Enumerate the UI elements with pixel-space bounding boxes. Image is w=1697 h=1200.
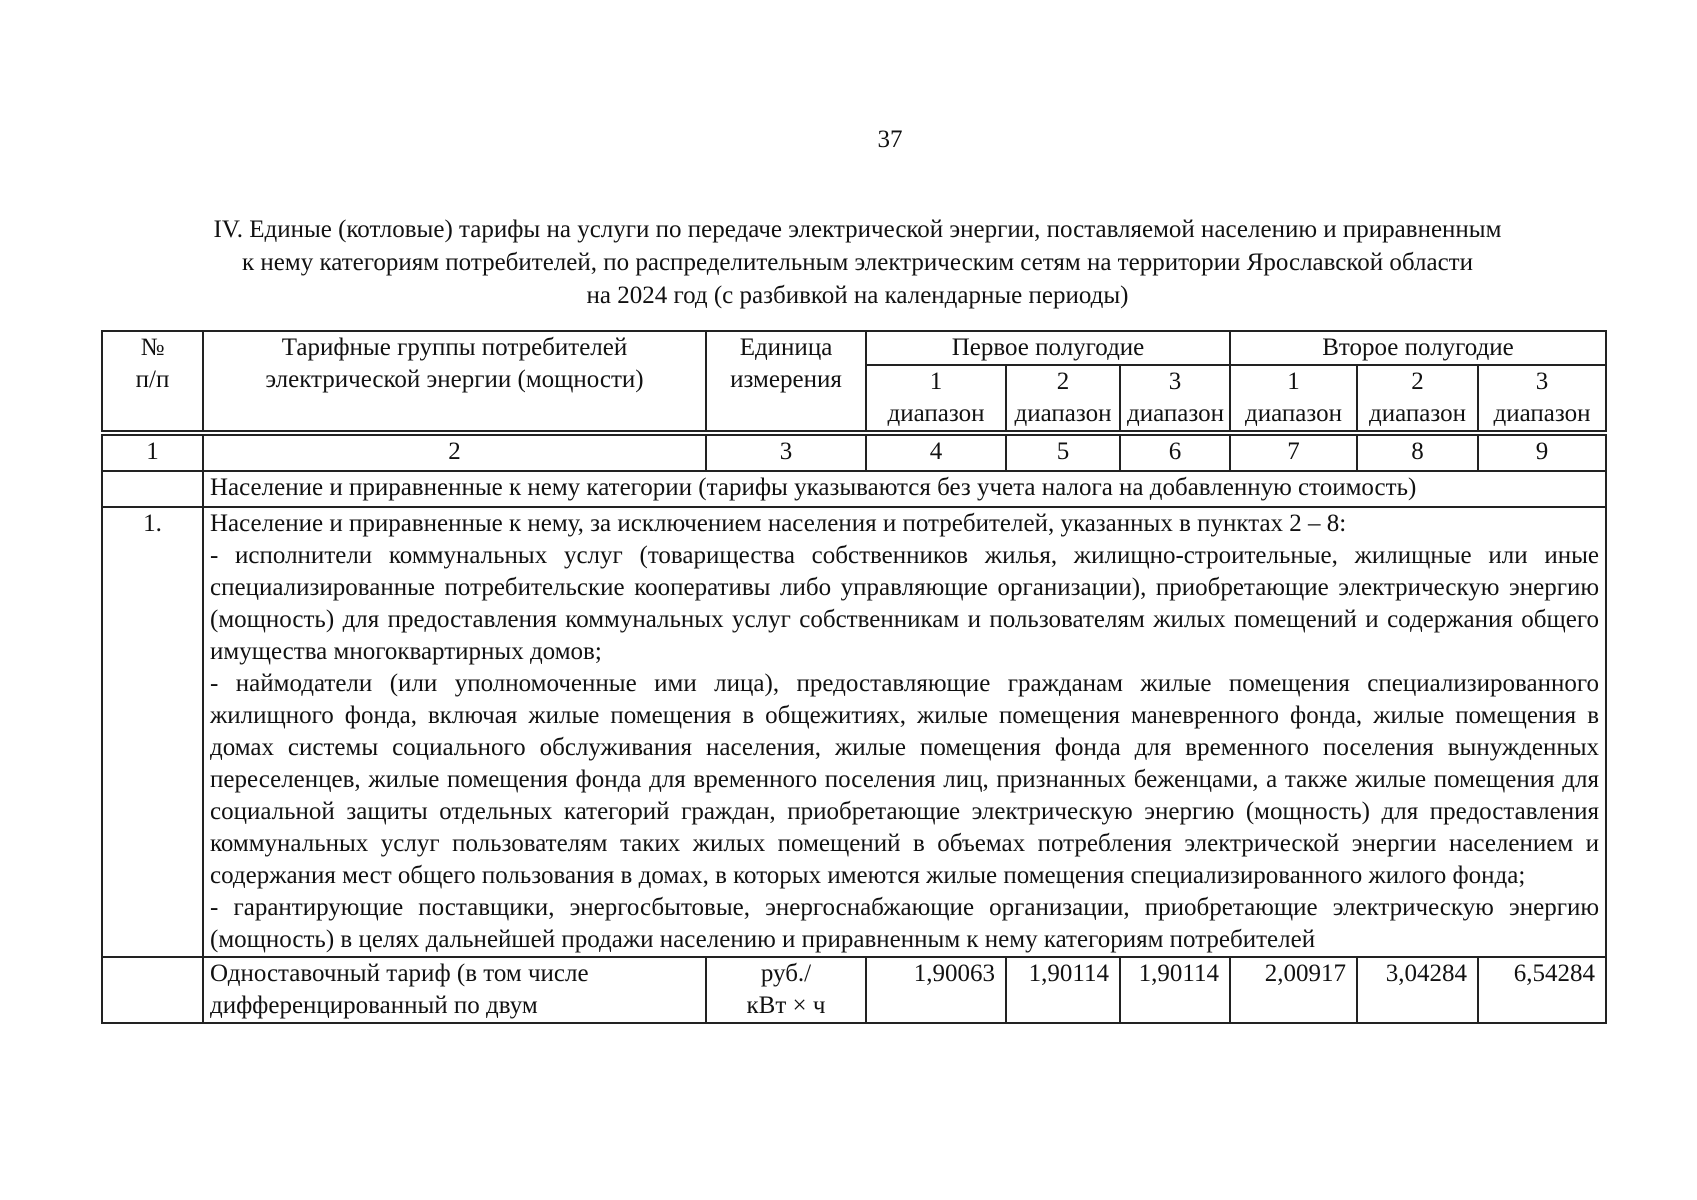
item-1-bullet-utilities: - исполнители коммунальных услуг (товарищества собственников жилья, жилищно-строительные, жилищные или иные специализированные потребительские кооперативы либо управляющие организации), приобретающие электрическую энергию (мощность) для предоставления коммунальных услуг собственникам и пользователям жилых помещений и содержания общего имущества многоквартирных домов; (210, 542, 1600, 665)
column-number: 9 (1478, 433, 1606, 471)
tariff-value: 1,90114 (1006, 957, 1120, 1023)
title-line-3: на 2024 год (с разбивкой на календарные периоды) (586, 282, 1129, 309)
header-range-cell (866, 365, 1006, 433)
column-number-row (102, 433, 1606, 471)
header-first-half: Первое полугодие (866, 331, 1230, 365)
header-groups-line2: электрической энергии (мощности) (265, 366, 644, 393)
tariff-label-line2: дифференцированный по двум (210, 992, 538, 1019)
range-label: диапазон (1014, 400, 1112, 427)
header-unit-cell (706, 331, 866, 433)
column-number: 5 (1006, 433, 1120, 471)
tariff-value: 1,90114 (1120, 957, 1230, 1023)
header-num-line2: п/п (135, 366, 170, 393)
tariff-label-cell (203, 957, 706, 1023)
title-line-1: IV. Единые (котловые) тарифы на услуги по передаче электрической энергии, поставляемой населению и приравненным (213, 216, 1502, 243)
range-label: диапазон (1127, 400, 1224, 427)
range-label: диапазон (1369, 400, 1466, 427)
title-line-2: к нему категориям потребителей, по распределительным электрическим сетям на территории Ярославской области (242, 249, 1473, 276)
header-range-cell (1120, 365, 1230, 433)
range-number: 2 (1056, 368, 1070, 395)
header-range-cell (1006, 365, 1120, 433)
item-1-bullet-landlords: - наймодатели (или уполномоченные ими лица), предоставляющие гражданам жилые помещения специализированного жилищного фонда, включая жилые помещения в общежитиях, жилые помещения маневренного фонда, жилые помещения в домах системы социального обслуживания населения, жилые помещения фонда для временного поселения вынужденных переселенцев, жилые помещения фонда для временного поселения лиц, признанных беженцами, а также жилые помещения для социальной защиты отдельных категорий граждан, приобретающие электрическую энергию (мощность) для предоставления коммунальных услуг пользователям таких жилых помещений в объемах потребления электрической энергии населением и содержания мест общего пользования в домах, в которых имеются жилые помещения специализированного жилого фонда; (210, 670, 1600, 889)
tariff-num-cell (102, 957, 203, 1023)
range-label: диапазон (1245, 400, 1342, 427)
column-number: 1 (102, 433, 203, 471)
document-title (100, 213, 1615, 312)
range-number: 2 (1411, 368, 1424, 395)
header-unit-line1: Единица (739, 334, 833, 361)
header-range-cell (1357, 365, 1478, 433)
page-number: 37 (877, 126, 903, 153)
item-1-intro: Население и приравненные к нему, за исключением населения и потребителей, указанных в пунктах 2 – 8: (210, 510, 1347, 537)
tariff-row (102, 957, 1606, 1023)
header-groups-line1: Тарифные группы потребителей (281, 334, 628, 361)
item-1-number: 1. (102, 507, 203, 957)
column-number: 6 (1120, 433, 1230, 471)
category-heading: Население и приравненные к нему категории (тарифы указываются без учета налога на добавленную стоимость) (203, 471, 1606, 507)
range-label: диапазон (1493, 400, 1591, 427)
item-1-row (102, 507, 1606, 957)
header-groups-cell (203, 331, 706, 433)
tariff-label-line1: Одноставочный тариф (в том числе (210, 960, 589, 987)
header-range-cell (1478, 365, 1606, 433)
range-number: 1 (1287, 368, 1300, 395)
column-number: 3 (706, 433, 866, 471)
header-num-line1: № (140, 334, 165, 361)
range-number: 1 (929, 368, 943, 395)
item-1-description (203, 507, 1606, 957)
header-unit-line2: измерения (730, 366, 842, 393)
tariff-unit-line2: кВт × ч (746, 992, 826, 1019)
tariff-unit-line1: руб./ (760, 960, 812, 987)
tariff-value: 6,54284 (1478, 957, 1606, 1023)
tariff-value: 1,90063 (866, 957, 1006, 1023)
header-num-cell (102, 331, 203, 433)
tariff-value: 3,04284 (1357, 957, 1478, 1023)
tariff-value: 2,00917 (1230, 957, 1357, 1023)
range-label: диапазон (887, 400, 985, 427)
item-1-bullet-suppliers: - гарантирующие поставщики, энергосбытовые, энергоснабжающие организации, приобретающие электрическую энергию (мощность) в целях дальнейшей продажи населению и приравненным к нему категориям потребителей (210, 894, 1600, 953)
column-number: 8 (1357, 433, 1478, 471)
header-second-half: Второе полугодие (1230, 331, 1606, 365)
column-number: 7 (1230, 433, 1357, 471)
column-number: 4 (866, 433, 1006, 471)
category-row (102, 471, 1606, 507)
tariff-unit-cell (706, 957, 866, 1023)
range-number: 3 (1535, 368, 1549, 395)
tariff-table (101, 330, 1607, 1024)
range-number: 3 (1168, 368, 1182, 395)
category-num-cell (102, 471, 203, 507)
header-range-cell (1230, 365, 1357, 433)
header-row-top (102, 331, 1606, 365)
column-number: 2 (203, 433, 706, 471)
